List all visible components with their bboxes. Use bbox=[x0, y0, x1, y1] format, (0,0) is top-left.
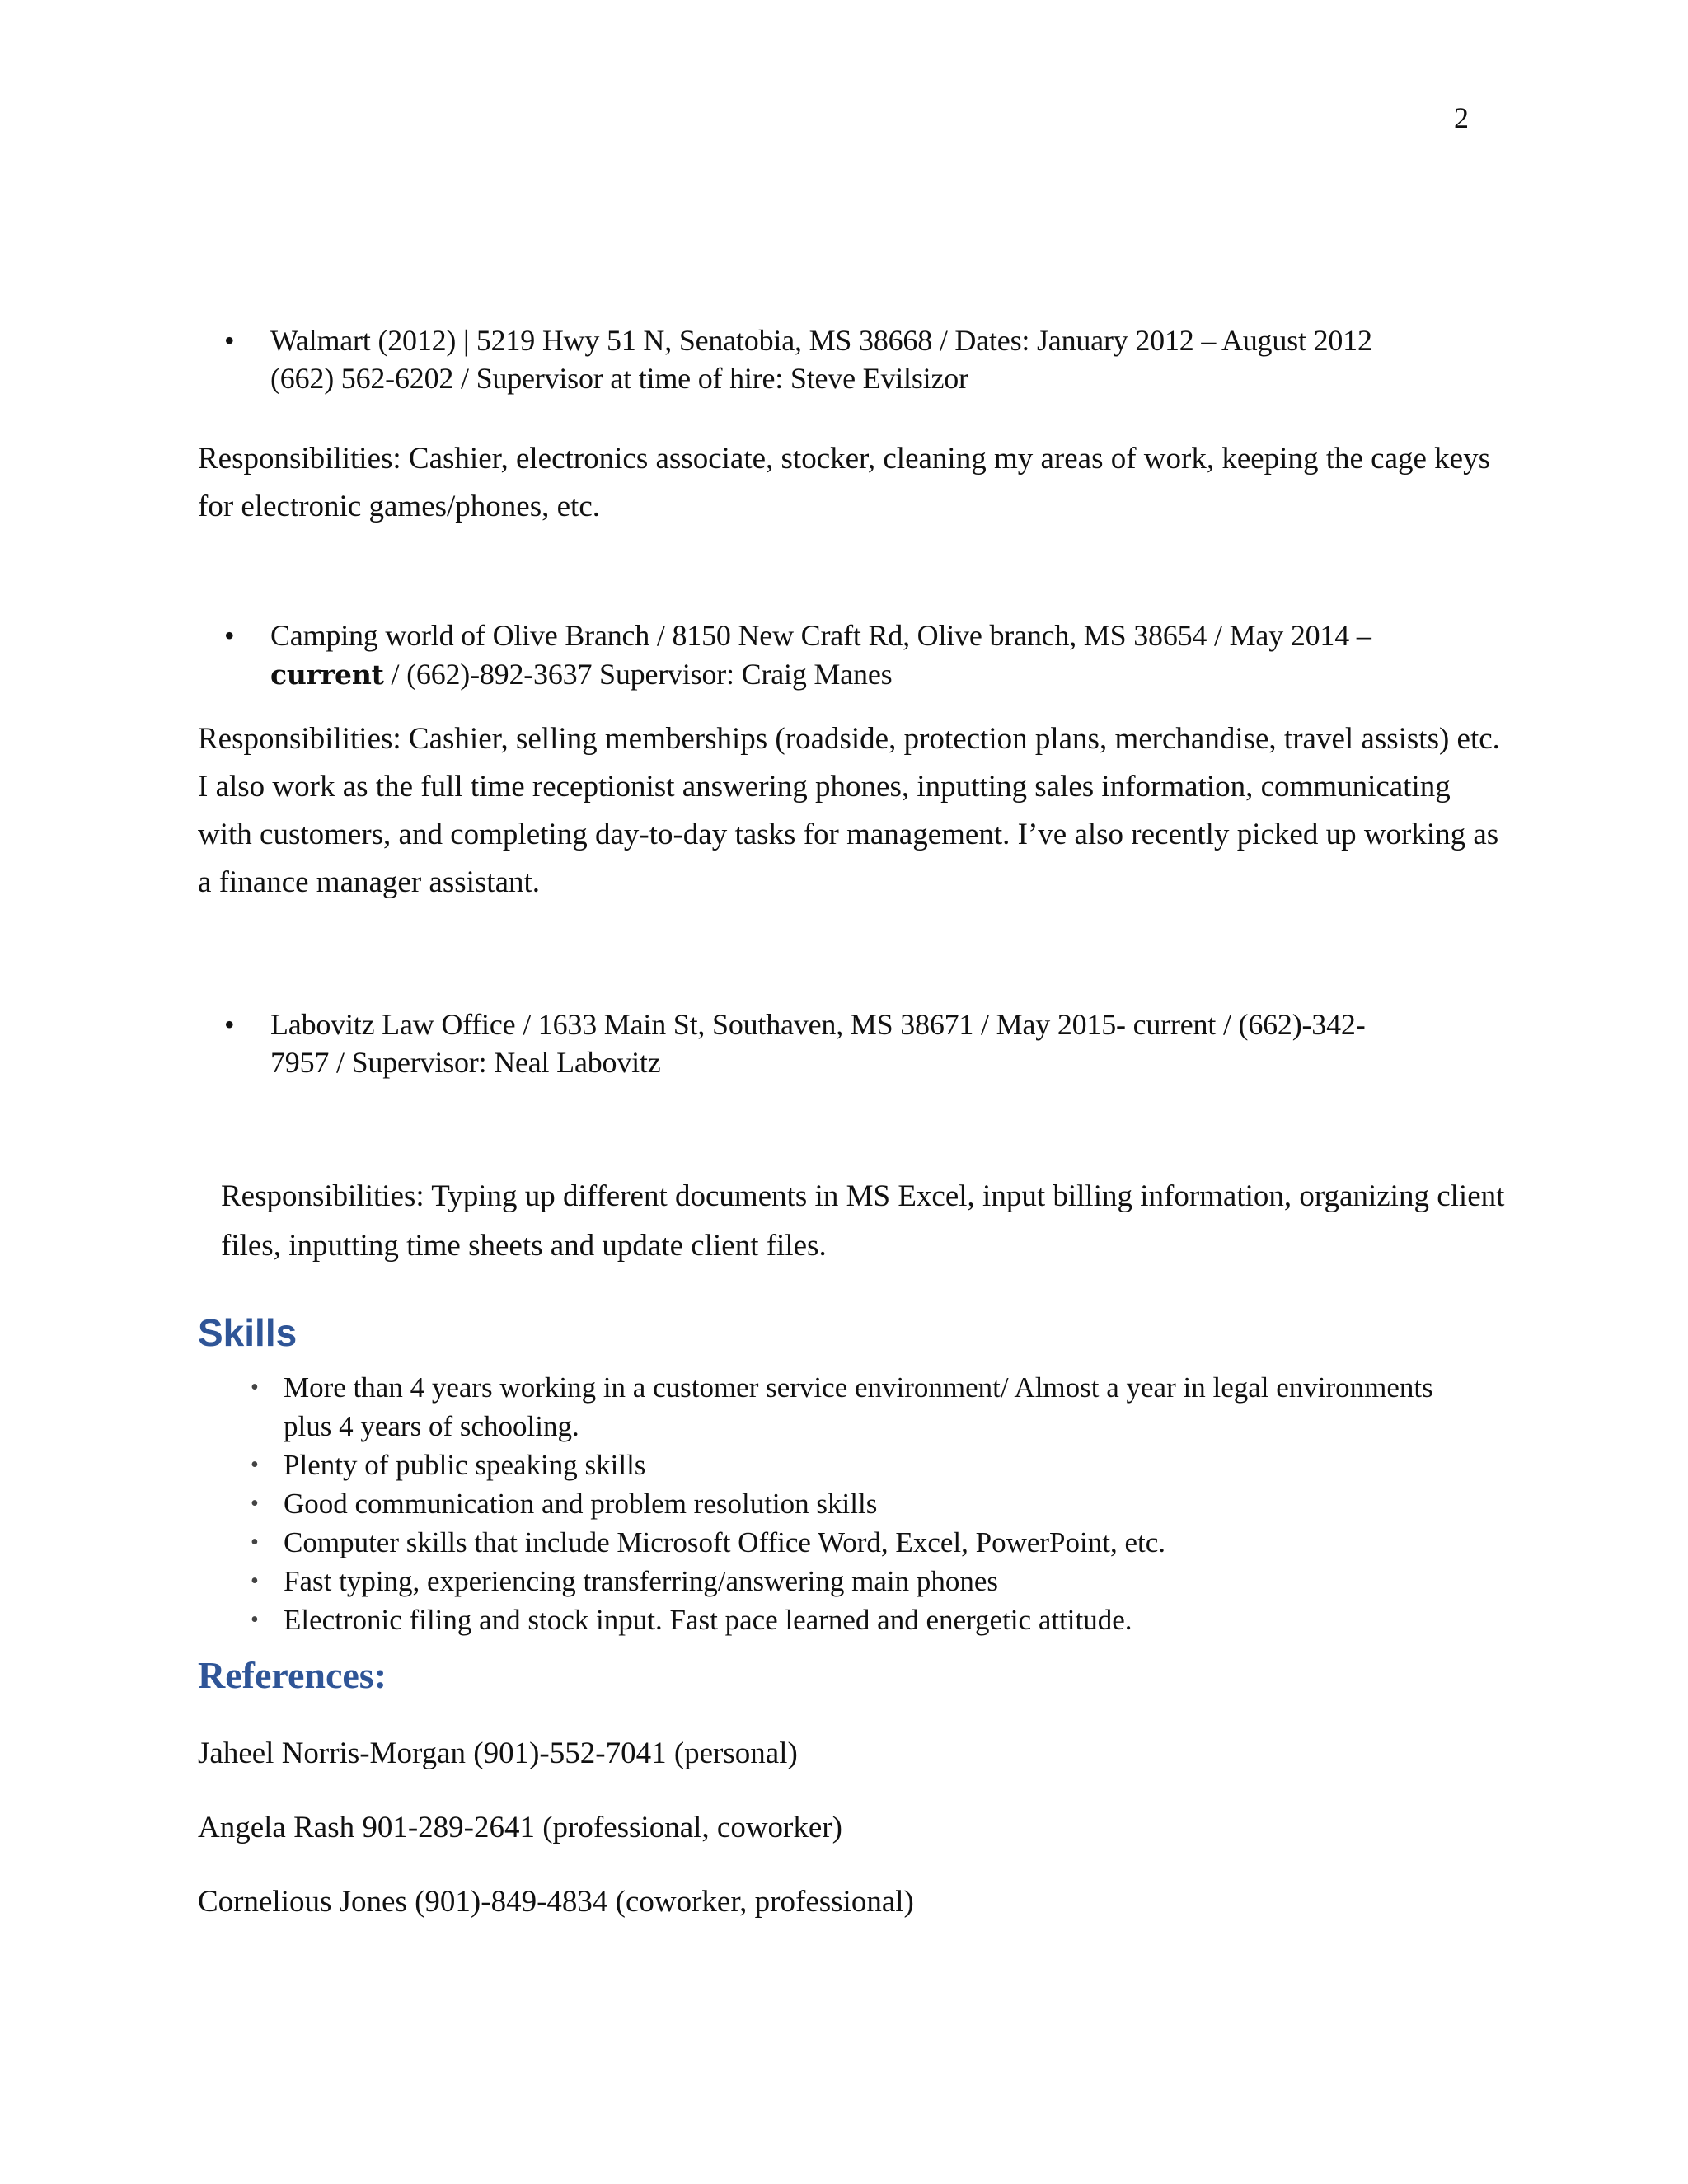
job-header-line: Camping world of Olive Branch / 8150 New Craft Rd, Olive branch, MS 38654 / May 2014 – bbox=[270, 619, 1372, 652]
skills-list bbox=[251, 1368, 1454, 1639]
current-label: current bbox=[270, 658, 384, 691]
bullet-icon: • bbox=[224, 324, 235, 357]
job-contact-rest: / (662)-892-3637 Supervisor: Craig Manes bbox=[383, 658, 893, 691]
list-item: • Plenty of public speaking skills bbox=[251, 1446, 1454, 1484]
reference-item: Angela Rash 901-289-2641 (professional, coworker) bbox=[198, 1811, 842, 1844]
job-contact-line: (662) 562-6202 / Supervisor at time of hire: Steve Evilsizor bbox=[270, 362, 968, 395]
bullet-icon: • bbox=[251, 1452, 259, 1478]
job-responsibilities: Responsibilities: Cashier, selling memberships (roadside, protection plans, merchandise, travel assists) etc. I also work as the full time receptionist answering phones, inputting sales information, communicating with customers, and completing day-to-day tasks for management. I’ve also recently picked up working as a finance manager assistant. bbox=[198, 722, 1500, 899]
bullet-icon: • bbox=[251, 1491, 259, 1516]
bullet-icon: • bbox=[251, 1530, 259, 1555]
job-contact-line bbox=[270, 657, 892, 691]
bullet-icon: • bbox=[251, 1375, 259, 1400]
bullet-icon: • bbox=[224, 619, 235, 652]
job-header-line: Walmart (2012) | 5219 Hwy 51 N, Senatobia, MS 38668 / Dates: January 2012 – August 2012 bbox=[270, 324, 1372, 357]
job-responsibilities: Responsibilities: Typing up different documents in MS Excel, input billing information, organizing client files, inputting time sheets and update client files. bbox=[221, 1179, 1505, 1263]
job-responsibilities: Responsibilities: Cashier, electronics associate, stocker, cleaning my areas of work, keeping the cage keys for electronic games/phones, etc. bbox=[198, 442, 1491, 523]
references-heading: References: bbox=[198, 1654, 387, 1696]
job-contact-line: 7957 / Supervisor: Neal Labovitz bbox=[270, 1046, 661, 1079]
page-number: 2 bbox=[1454, 101, 1469, 134]
skills-heading: Skills bbox=[198, 1311, 298, 1354]
bullet-icon: • bbox=[251, 1607, 259, 1633]
reference-item: Jaheel Norris-Morgan (901)-552-7041 (personal) bbox=[198, 1736, 798, 1770]
list-item: • Electronic filing and stock input. Fast pace learned and energetic attitude. bbox=[251, 1601, 1454, 1639]
bullet-icon: • bbox=[251, 1568, 259, 1594]
list-item: • Computer skills that include Microsoft Office Word, Excel, PowerPoint, etc. bbox=[251, 1523, 1454, 1562]
list-item: • More than 4 years working in a customer service environment/ Almost a year in legal environments plus 4 years of schooling. bbox=[251, 1368, 1454, 1446]
reference-item: Cornelious Jones (901)-849-4834 (coworker, professional) bbox=[198, 1885, 914, 1919]
job-header-line: Labovitz Law Office / 1633 Main St, Southaven, MS 38671 / May 2015- current / (662)-342- bbox=[270, 1008, 1366, 1041]
list-item: • Fast typing, experiencing transferring/answering main phones bbox=[251, 1562, 1454, 1601]
list-item: • Good communication and problem resolution skills bbox=[251, 1484, 1454, 1523]
bullet-icon: • bbox=[224, 1008, 235, 1041]
